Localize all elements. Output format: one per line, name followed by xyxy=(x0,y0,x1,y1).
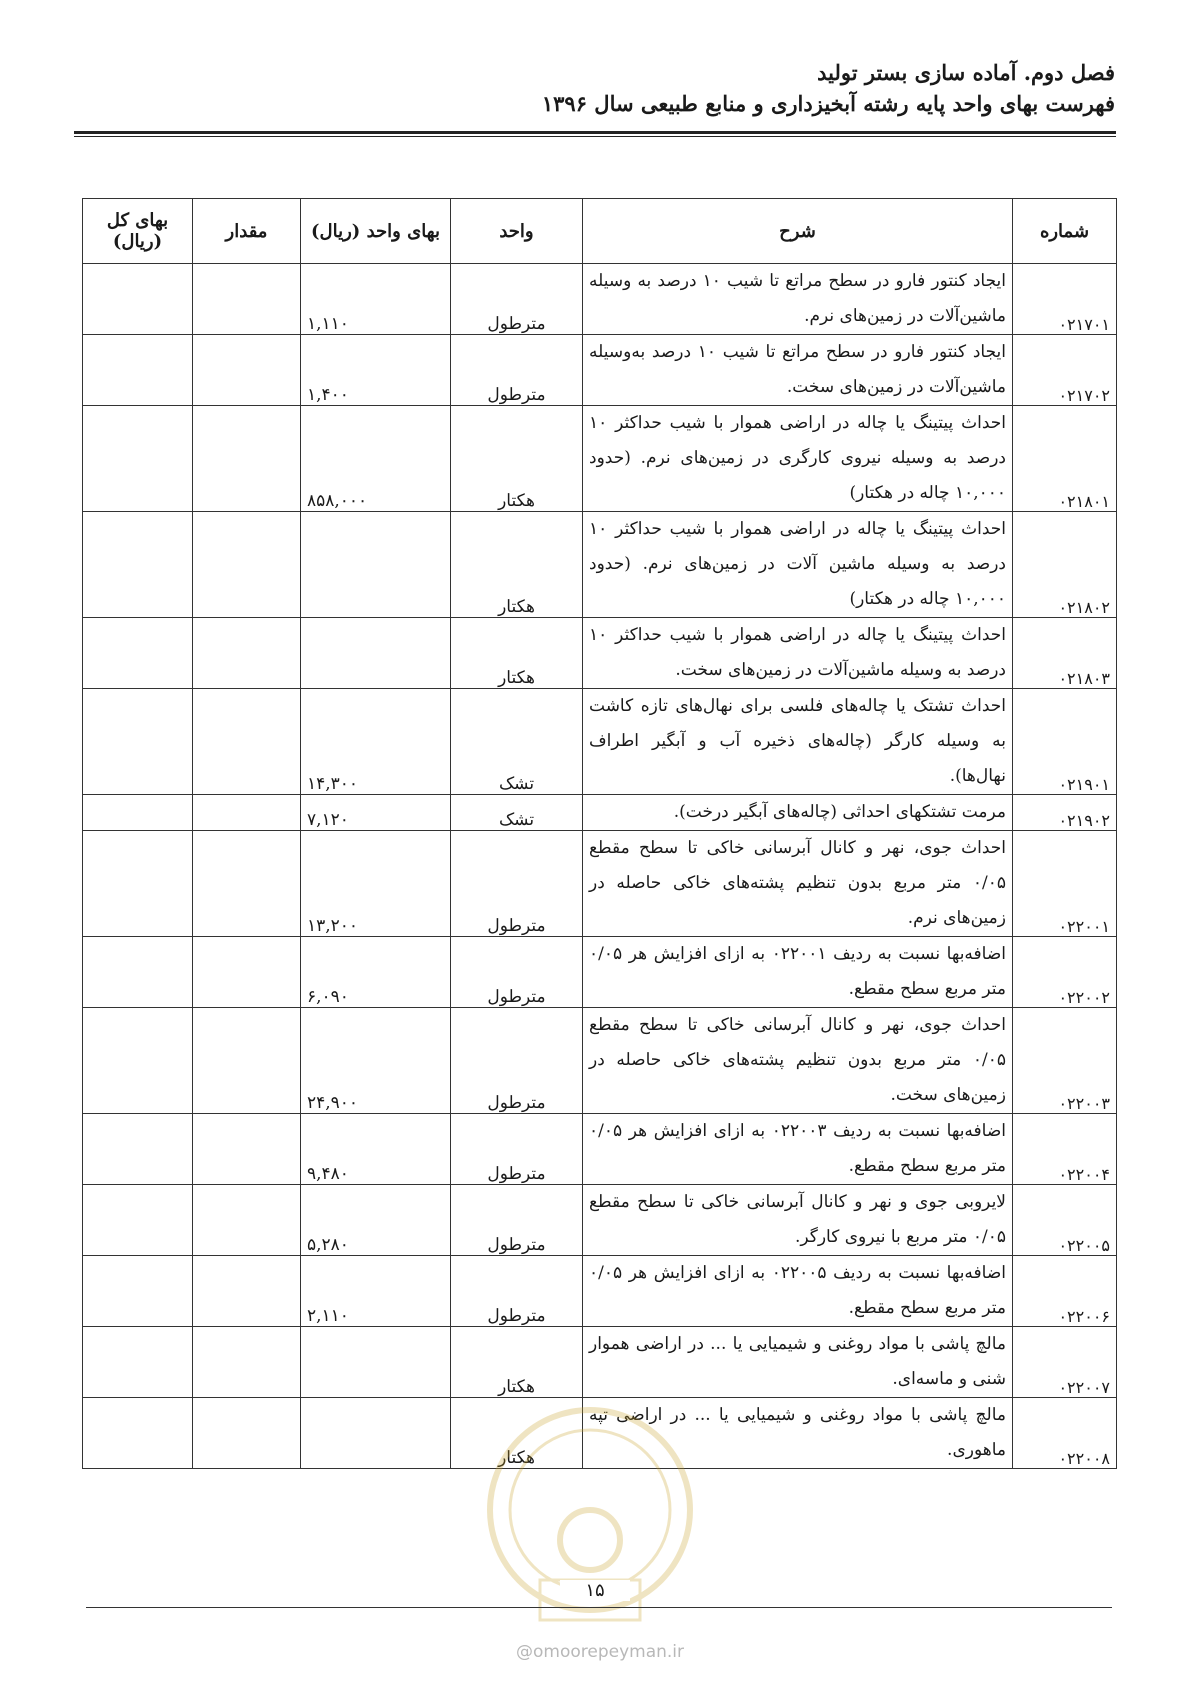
item-quantity xyxy=(193,1114,301,1185)
item-unit: مترطول xyxy=(451,1114,583,1185)
item-description: اضافه‌بها نسبت به ردیف ۰۲۲۰۰۱ به ازای افزایش هر ۰/۰۵ متر مربع سطح مقطع. xyxy=(583,937,1013,1008)
chapter-title: فصل دوم. آماده سازی بستر تولید xyxy=(817,60,1115,85)
item-code: ۰۲۱۹۰۲ xyxy=(1013,795,1117,831)
item-unit-price: ۹,۴۸۰ xyxy=(301,1114,451,1185)
item-code: ۰۲۲۰۰۱ xyxy=(1013,831,1117,937)
item-unit-price xyxy=(301,1327,451,1398)
header-total-price: بهای کل (ریال) xyxy=(83,199,193,264)
item-quantity xyxy=(193,795,301,831)
item-unit-price: ۵,۲۸۰ xyxy=(301,1185,451,1256)
item-quantity xyxy=(193,618,301,689)
item-quantity xyxy=(193,335,301,406)
table-header-row xyxy=(83,199,1117,264)
table-row xyxy=(83,1114,1117,1185)
item-unit-price: ۱,۱۱۰ xyxy=(301,264,451,335)
item-code: ۰۲۲۰۰۸ xyxy=(1013,1398,1117,1469)
item-code: ۰۲۱۸۰۱ xyxy=(1013,406,1117,512)
item-quantity xyxy=(193,406,301,512)
item-code: ۰۲۲۰۰۶ xyxy=(1013,1256,1117,1327)
item-code: ۰۲۱۷۰۱ xyxy=(1013,264,1117,335)
table-row xyxy=(83,937,1117,1008)
item-unit-price xyxy=(301,512,451,618)
item-unit-price: ۶,۰۹۰ xyxy=(301,937,451,1008)
item-unit-price: ۷,۱۲۰ xyxy=(301,795,451,831)
item-unit: مترطول xyxy=(451,264,583,335)
table-row xyxy=(83,1327,1117,1398)
item-code: ۰۲۲۰۰۴ xyxy=(1013,1114,1117,1185)
page-header xyxy=(65,58,1115,120)
item-description: احداث جوی، نهر و کانال آبرسانی خاکی تا سطح مقطع ۰/۰۵ متر مربع بدون تنظیم پشته‌های خاکی حاصله در زمین‌های سخت. xyxy=(583,1008,1013,1114)
item-unit: هکتار xyxy=(451,618,583,689)
item-quantity xyxy=(193,689,301,795)
item-unit-price xyxy=(301,1398,451,1469)
footer-rule xyxy=(86,1607,1112,1608)
item-unit-price: ۲,۱۱۰ xyxy=(301,1256,451,1327)
item-unit: مترطول xyxy=(451,335,583,406)
item-code: ۰۲۲۰۰۲ xyxy=(1013,937,1117,1008)
header-code: شماره xyxy=(1013,199,1117,264)
item-code: ۰۲۲۰۰۵ xyxy=(1013,1185,1117,1256)
item-unit-price: ۸۵۸,۰۰۰ xyxy=(301,406,451,512)
item-unit: تشک xyxy=(451,689,583,795)
item-description: احداث پیتینگ یا چاله در اراضی هموار با شیب حداکثر ۱۰ درصد به وسیله ماشین آلات در زمین‌های نرم. (حدود ۱۰,۰۰۰ چاله در هکتار) xyxy=(583,512,1013,618)
item-unit: هکتار xyxy=(451,512,583,618)
table-row xyxy=(83,1008,1117,1114)
item-code: ۰۲۱۸۰۳ xyxy=(1013,618,1117,689)
watermark-text: @omoorepeyman.ir xyxy=(515,1642,685,1662)
item-total-price xyxy=(83,689,193,795)
table-row xyxy=(83,1256,1117,1327)
item-total-price xyxy=(83,1398,193,1469)
table-row xyxy=(83,689,1117,795)
item-total-price xyxy=(83,1008,193,1114)
item-unit: مترطول xyxy=(451,1185,583,1256)
item-description: احداث پیتینگ یا چاله در اراضی هموار با شیب حداکثر ۱۰ درصد به وسیله ماشین‌آلات در زمین‌های سخت. xyxy=(583,618,1013,689)
document-title: فهرست بهای واحد پایه رشته آبخیزداری و منابع طبیعی سال ۱۳۹۶ xyxy=(541,91,1115,116)
item-unit: مترطول xyxy=(451,1008,583,1114)
item-quantity xyxy=(193,512,301,618)
item-unit: مترطول xyxy=(451,1256,583,1327)
item-total-price xyxy=(83,937,193,1008)
item-total-price xyxy=(83,264,193,335)
item-quantity xyxy=(193,1327,301,1398)
item-total-price xyxy=(83,512,193,618)
header-quantity: مقدار xyxy=(193,199,301,264)
item-description: اضافه‌بها نسبت به ردیف ۰۲۲۰۰۵ به ازای افزایش هر ۰/۰۵ متر مربع سطح مقطع. xyxy=(583,1256,1013,1327)
item-description: مالچ پاشی با مواد روغنی و شیمیایی یا ... در اراضی تپه ماهوری. xyxy=(583,1398,1013,1469)
item-unit: تشک xyxy=(451,795,583,831)
item-description: لایروبی جوی و نهر و کانال آبرسانی خاکی تا سطح مقطع ۰/۰۵ متر مربع با نیروی کارگر. xyxy=(583,1185,1013,1256)
item-description: احداث پیتینگ یا چاله در اراضی هموار با شیب حداکثر ۱۰ درصد به وسیله نیروی کارگری در زمین‌های نرم. (حدود ۱۰,۰۰۰ چاله در هکتار) xyxy=(583,406,1013,512)
item-total-price xyxy=(83,335,193,406)
price-table xyxy=(82,198,1117,1469)
item-quantity xyxy=(193,264,301,335)
table-row xyxy=(83,795,1117,831)
item-description: ایجاد کنتور فارو در سطح مراتع تا شیب ۱۰ درصد به‌وسیله ماشین‌آلات در زمین‌های سخت. xyxy=(583,335,1013,406)
table-row xyxy=(83,831,1117,937)
header-description: شرح xyxy=(583,199,1013,264)
header-rule-thick xyxy=(74,131,1116,134)
item-unit-price: ۲۴,۹۰۰ xyxy=(301,1008,451,1114)
table-row xyxy=(83,406,1117,512)
item-description: اضافه‌بها نسبت به ردیف ۰۲۲۰۰۳ به ازای افزایش هر ۰/۰۵ متر مربع سطح مقطع. xyxy=(583,1114,1013,1185)
item-unit-price xyxy=(301,618,451,689)
item-total-price xyxy=(83,406,193,512)
item-total-price xyxy=(83,618,193,689)
item-total-price xyxy=(83,1327,193,1398)
item-code: ۰۲۲۰۰۳ xyxy=(1013,1008,1117,1114)
item-description: احداث جوی، نهر و کانال آبرسانی خاکی تا سطح مقطع ۰/۰۵ متر مربع بدون تنظیم پشته‌های خاکی حاصله در زمین‌های نرم. xyxy=(583,831,1013,937)
item-code: ۰۲۱۹۰۱ xyxy=(1013,689,1117,795)
header-rule-thin xyxy=(74,136,1116,137)
header-unit: واحد xyxy=(451,199,583,264)
table-row xyxy=(83,512,1117,618)
item-unit-price: ۱,۴۰۰ xyxy=(301,335,451,406)
item-quantity xyxy=(193,1185,301,1256)
item-unit: هکتار xyxy=(451,1327,583,1398)
table-row xyxy=(83,618,1117,689)
item-unit: هکتار xyxy=(451,1398,583,1469)
item-description: مرمت تشتکهای احداثی (چاله‌های آبگیر درخت). xyxy=(583,795,1013,831)
page-number: ۱۵ xyxy=(560,1580,630,1601)
item-unit-price: ۱۴,۳۰۰ xyxy=(301,689,451,795)
seal-watermark-icon xyxy=(480,1400,700,1640)
item-code: ۰۲۱۸۰۲ xyxy=(1013,512,1117,618)
item-total-price xyxy=(83,831,193,937)
item-quantity xyxy=(193,1256,301,1327)
table-row xyxy=(83,1185,1117,1256)
item-unit: هکتار xyxy=(451,406,583,512)
item-unit: مترطول xyxy=(451,937,583,1008)
item-total-price xyxy=(83,1185,193,1256)
item-quantity xyxy=(193,1008,301,1114)
item-quantity xyxy=(193,937,301,1008)
table-row xyxy=(83,264,1117,335)
table-row xyxy=(83,335,1117,406)
item-quantity xyxy=(193,1398,301,1469)
item-total-price xyxy=(83,795,193,831)
item-total-price xyxy=(83,1256,193,1327)
item-unit: مترطول xyxy=(451,831,583,937)
item-code: ۰۲۲۰۰۷ xyxy=(1013,1327,1117,1398)
header-unit-price: بهای واحد (ریال) xyxy=(301,199,451,264)
item-description: مالچ پاشی با مواد روغنی و شیمیایی یا ... در اراضی هموار شنی و ماسه‌ای. xyxy=(583,1327,1013,1398)
item-quantity xyxy=(193,831,301,937)
item-description: ایجاد کنتور فارو در سطح مراتع تا شیب ۱۰ درصد به وسیله ماشین‌آلات در زمین‌های نرم. xyxy=(583,264,1013,335)
item-code: ۰۲۱۷۰۲ xyxy=(1013,335,1117,406)
item-total-price xyxy=(83,1114,193,1185)
item-description: احداث تشتک یا چاله‌های فلسی برای نهال‌های تازه کاشت به وسیله کارگر (چاله‌های ذخیره آب و آبگیر اطراف نهال‌ها). xyxy=(583,689,1013,795)
item-unit-price: ۱۳,۲۰۰ xyxy=(301,831,451,937)
